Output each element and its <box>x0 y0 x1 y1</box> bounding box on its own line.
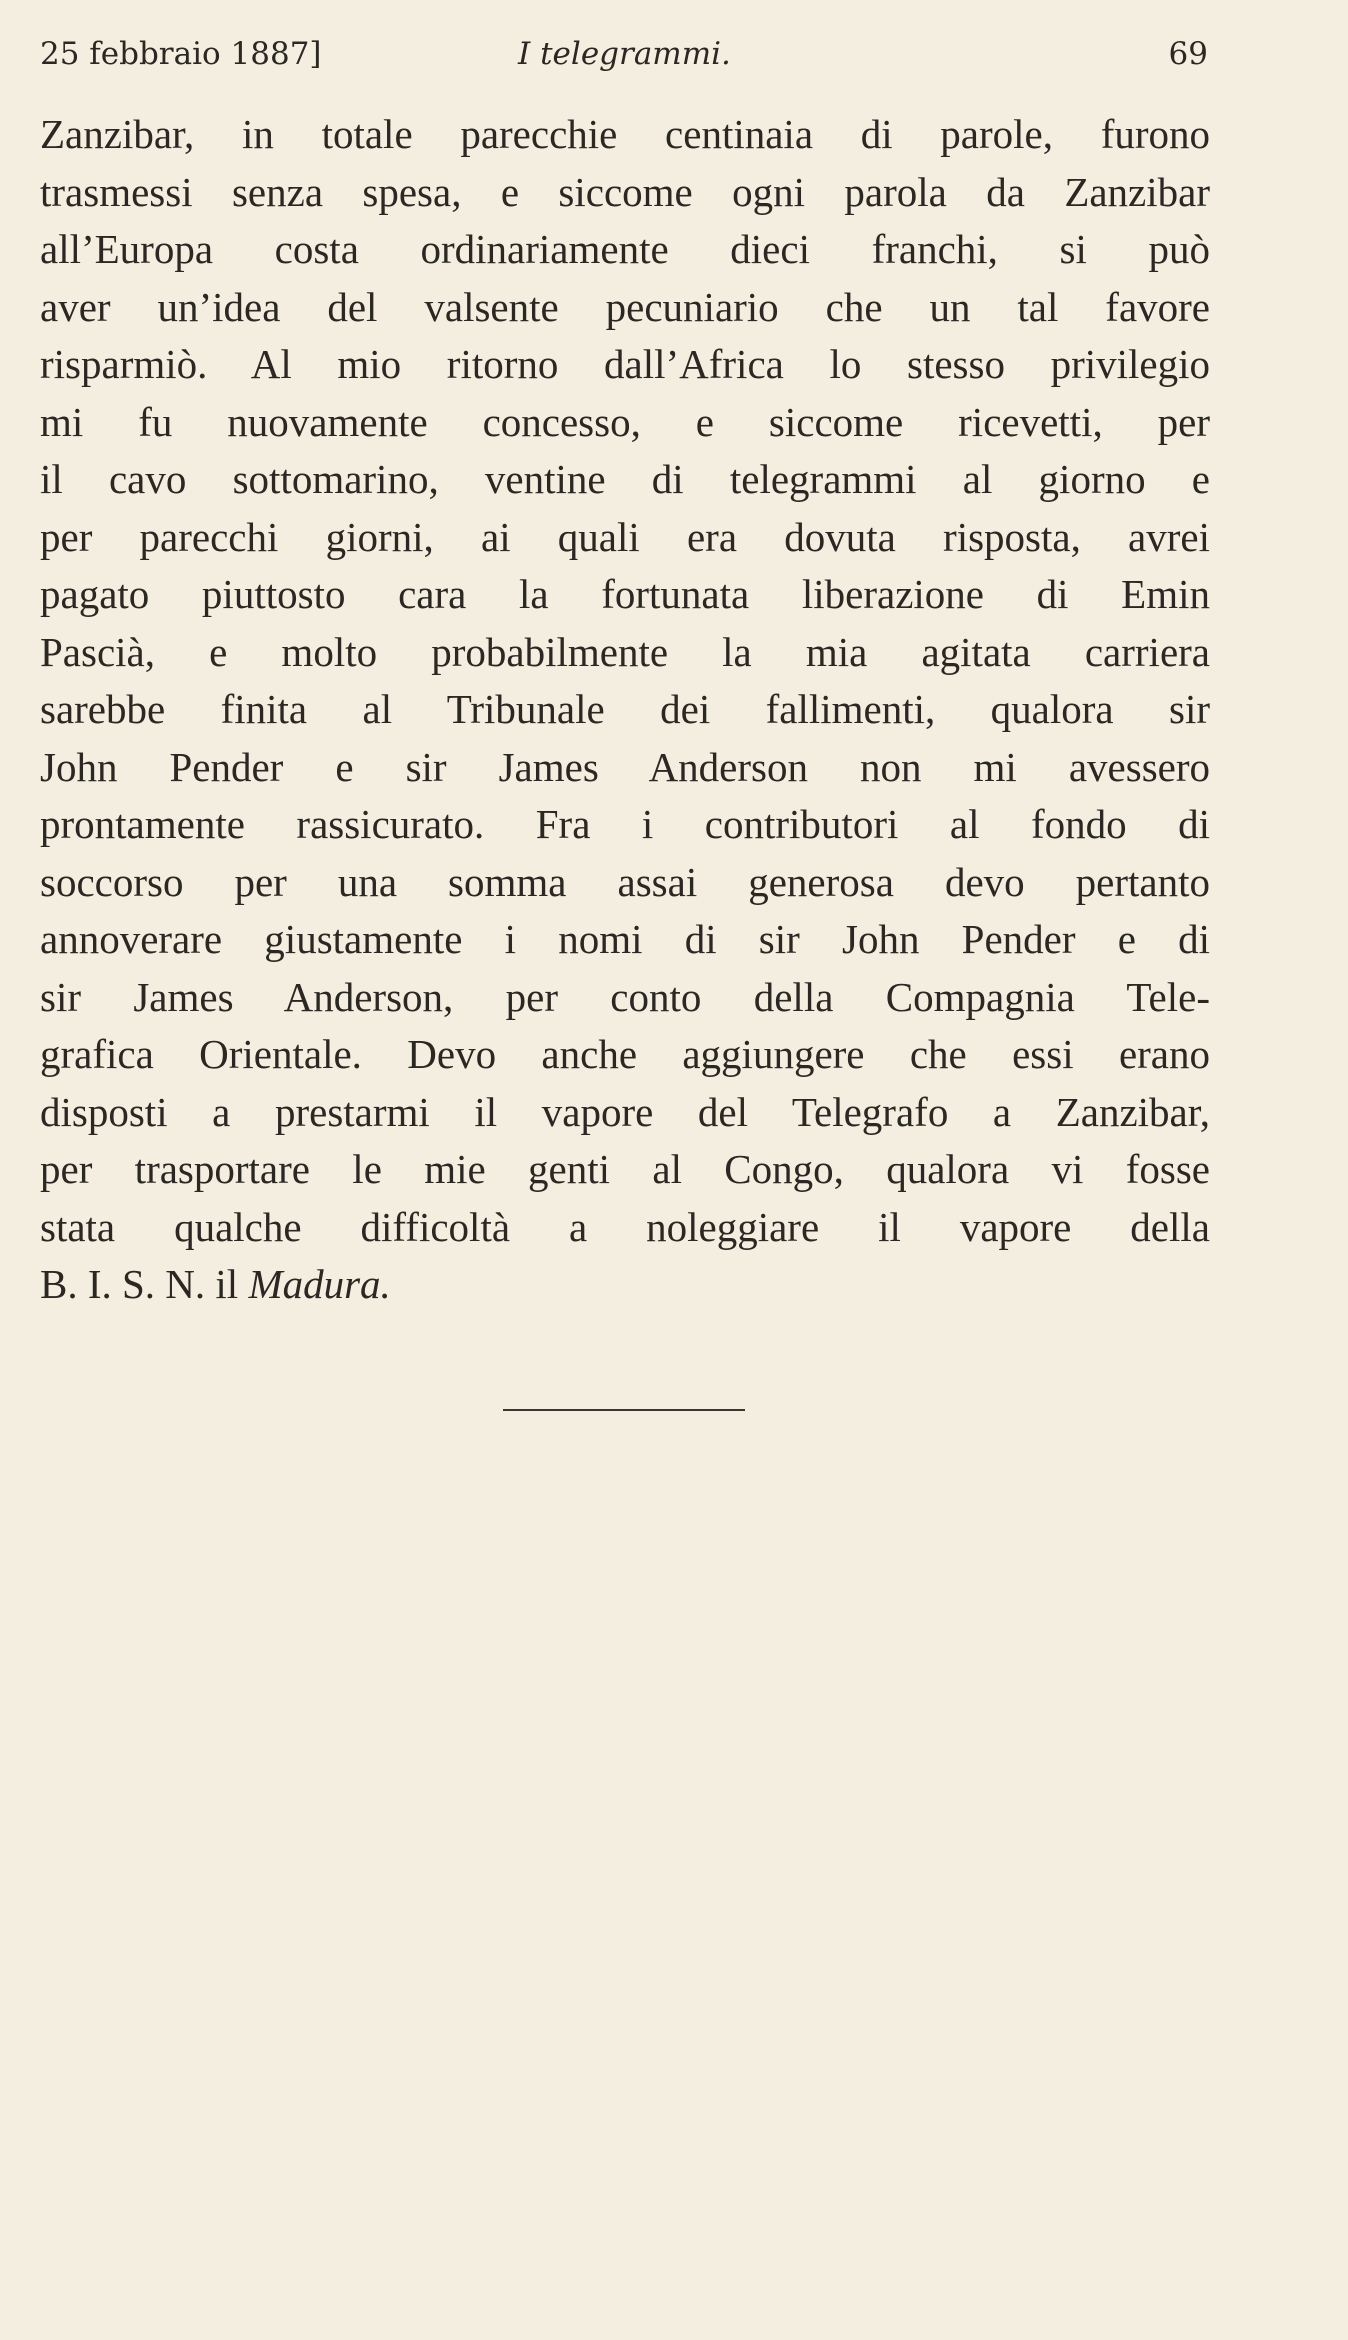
text-line: per parecchi giorni, ai quali era dovuta risposta, avrei <box>40 513 1210 560</box>
text-line: prontamente rassicurato. Fra i contributori al fondo di <box>40 801 1210 847</box>
text-line: stata qualche difficoltà a noleggiare il vapore della <box>40 1203 1210 1250</box>
page-number: 69 <box>1168 36 1208 72</box>
text-line: John Pender e sir James Anderson non mi avessero <box>40 743 1210 790</box>
text-line: sarebbe finita al Tribunale dei fallimenti, qualora sir <box>40 686 1210 732</box>
header-title: I telegrammi. <box>518 36 731 72</box>
text-line: pagato piuttosto cara la fortunata liberazione di Emin <box>40 571 1210 617</box>
header-date: 25 febbraio 1887] <box>40 36 322 72</box>
text-line: per trasportare le mie genti al Congo, qualora vi fosse <box>40 1146 1210 1192</box>
text-line: Zanzibar, in totale parecchie centinaia di parole, furono <box>40 111 1210 157</box>
section-divider <box>503 1409 745 1411</box>
running-header <box>40 36 1208 80</box>
text-line: Pascià, e molto probabilmente la mia agitata carriera <box>40 628 1210 675</box>
text-line: trasmessi senza spesa, e siccome ogni parola da Zanzibar <box>40 168 1210 215</box>
text-line: disposti a prestarmi il vapore del Telegrafo a Zanzibar, <box>40 1088 1210 1135</box>
text-line: all’Europa costa ordinariamente dieci franchi, si può <box>40 226 1210 272</box>
text-line: mi fu nuovamente concesso, e siccome ricevetti, per <box>40 398 1210 445</box>
text-line: aver un’idea del valsente pecuniario che un tal favore <box>40 283 1210 330</box>
paragraph <box>40 106 1210 1314</box>
last-text-line <box>40 1256 1210 1314</box>
ship-name-italic: Madura. <box>248 1261 391 1307</box>
text-line: annoverare giustamente i nomi di sir John Pender e di <box>40 916 1210 962</box>
text-line: sir James Anderson, per conto della Compagnia Tele- <box>40 973 1210 1020</box>
last-line-text: B. I. S. N. il <box>40 1261 239 1307</box>
text-line: grafica Orientale. Devo anche aggiungere che essi erano <box>40 1031 1210 1077</box>
text-line: il cavo sottomarino, ventine di telegrammi al giorno e <box>40 456 1210 502</box>
text-line: risparmiò. Al mio ritorno dall’Africa lo stesso privilegio <box>40 341 1210 387</box>
text-line: soccorso per una somma assai generosa devo pertanto <box>40 858 1210 905</box>
